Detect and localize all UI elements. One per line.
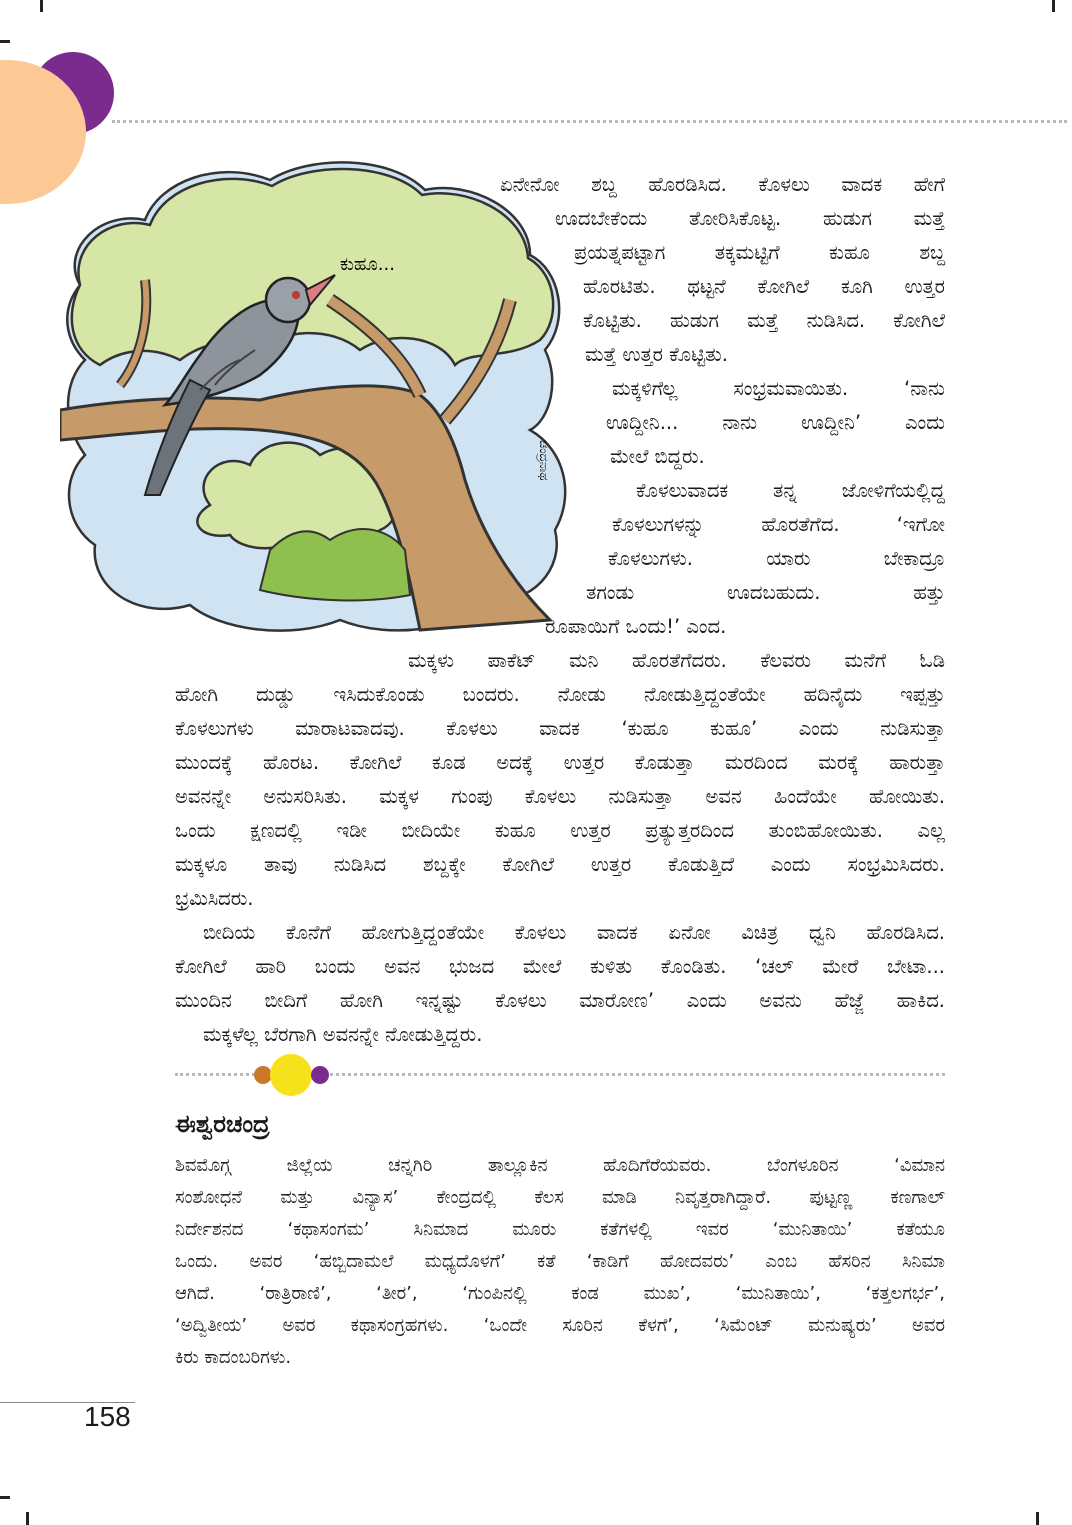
story-line: ಮಕ್ಕಳು ಪಾಕೆಟ್ ಮನಿ ಹೊರತೆಗೆದರು. ಕೆಲವರು ಮನೆಗೆ ಓಡಿ [408, 649, 945, 672]
illustrator-signature: ಚಂದ್ರನಾಥ [537, 440, 551, 481]
author-bio-line: ಶಿವಮೊಗ್ಗ ಜಿಲ್ಲೆಯ ಚನ್ನಗಿರಿ ತಾಲ್ಲೂಕಿನ ಹೊದಿಗೆರೆಯವರು. ಬೆಂಗಳೂರಿನ ‘ವಿಮಾನ [175, 1155, 945, 1176]
story-line: ಮಕ್ಕಳೆಲ್ಲ ಬೆರಗಾಗಿ ಅವನನ್ನೇ ನೋಡುತ್ತಿದ್ದರು. [203, 1023, 483, 1046]
story-wrap-line: ರೂಪಾಯಿಗೆ ಒಂದು!’ ಎಂದ. [545, 615, 727, 638]
story-wrap-line: ಊದ್ದೀನಿ... ನಾನು ಊದ್ದೀನಿ’ ಎಂದು [606, 411, 945, 434]
story-wrap-line: ಮತ್ತೆ ಉತ್ತರ ಕೊಟ್ಟಿತು. [585, 343, 728, 366]
story-wrap-line: ಮೇಲೆ ಬಿದ್ದರು. [610, 445, 705, 468]
author-bio-line: ಸಂಶೋಧನೆ ಮತ್ತು ವಿನ್ಯಾಸ’ ಕೇಂದ್ರದಲ್ಲಿ ಕೆಲಸ ಮಾಡಿ ನಿವೃತ್ತರಾಗಿದ್ದಾರೆ. ಪುಟ್ಟಣ್ಣ ಕಣಗಾಲ್ [175, 1187, 945, 1208]
story-wrap-line: ಕೊಟ್ಟಿತು. ಹುಡುಗ ಮತ್ತೆ ನುಡಿಸಿದ. ಕೋಗಿಲೆ [583, 309, 945, 332]
author-bio-line: ಕಿರು ಕಾದಂಬರಿಗಳು. [175, 1347, 292, 1368]
author-bio-line: ಆಗಿದೆ. ‘ರಾತ್ರಿರಾಣಿ’, ‘ತೀರ’, ‘ಗುಂಪಿನಲ್ಲಿ ಕಂಡ ಮುಖ’, ‘ಮುನಿತಾಯಿ’, ‘ಕತ್ತಲಗರ್ಭ’, [175, 1283, 945, 1304]
story-line: ಒಂದು ಕ್ಷಣದಲ್ಲಿ ಇಡೀ ಬೀದಿಯೇ ಕುಹೂ ಉತ್ತರ ಪ್ರತ್ಯುತ್ತರದಿಂದ ತುಂಬಿಹೋಯಿತು. ಎಲ್ಲ [175, 819, 945, 842]
crop-mark [0, 1496, 10, 1499]
story-wrap-line: ಪ್ರಯತ್ನಪಟ್ಟಾಗ ತಕ್ಕಮಟ್ಟಿಗೆ ಕುಹೂ ಶಬ್ದ [574, 241, 945, 264]
yellow-dot-decoration [270, 1054, 312, 1096]
purple-dot-decoration [311, 1066, 329, 1084]
page-number: 158 [84, 1401, 131, 1432]
header-dotted-rule [112, 120, 1067, 123]
crop-mark [0, 40, 10, 43]
crop-mark [1052, 0, 1055, 12]
story-wrap-line: ಮಕ್ಕಳಿಗೆಲ್ಲ ಸಂಭ್ರಮವಾಯಿತು. ‘ನಾನು [612, 377, 945, 400]
story-line: ಬೀದಿಯ ಕೊನೆಗೆ ಹೋಗುತ್ತಿದ್ದಂತೆಯೇ ಕೊಳಲು ವಾದಕ ಏನೋ ವಿಚಿತ್ರ ಧ್ವನಿ ಹೊರಡಿಸಿದ. [203, 921, 945, 944]
story-line: ಮುಂದಿನ ಬೀದಿಗೆ ಹೋಗಿ ಇನ್ನಷ್ಟು ಕೊಳಲು ಮಾರೋಣ’ ಎಂದು ಅವನು ಹೆಜ್ಜೆ ಹಾಕಿದ. [175, 989, 945, 1012]
story-line: ಕೊಳಲುಗಳು ಮಾರಾಟವಾದವು. ಕೊಳಲು ವಾದಕ ‘ಕುಹೂ ಕುಹೂ’ ಎಂದು ನುಡಿಸುತ್ತಾ [175, 717, 945, 740]
crop-mark [26, 1512, 29, 1525]
crop-mark [1036, 1512, 1039, 1525]
speech-text: ಕುಹೂ... [340, 254, 395, 275]
story-wrap-line: ಹೊರಟಿತು. ಥಟ್ಟನೆ ಕೋಗಿಲೆ ಕೂಗಿ ಉತ್ತರ [583, 275, 945, 298]
story-line: ಮುಂದಕ್ಕೆ ಹೊರಟ. ಕೋಗಿಲೆ ಕೂಡ ಅದಕ್ಕೆ ಉತ್ತರ ಕೊಡುತ್ತಾ ಮರದಿಂದ ಮರಕ್ಕೆ ಹಾರುತ್ತಾ [175, 751, 945, 774]
koel-on-tree-illustration [60, 150, 585, 640]
story-line: ಹೋಗಿ ದುಡ್ಡು ಇಸಿದುಕೊಂಡು ಬಂದರು. ನೋಡು ನೋಡುತ್ತಿದ್ದಂತೆಯೇ ಹದಿನೈದು ಇಪ್ಪತ್ತು [175, 683, 945, 706]
story-wrap-line: ಊದಬೇಕೆಂದು ತೋರಿಸಿಕೊಟ್ಟ. ಹುಡುಗ ಮತ್ತೆ [555, 207, 945, 230]
story-wrap-line: ಏನೇನೋ ಶಬ್ದ ಹೊರಡಿಸಿದ. ಕೊಳಲು ವಾದಕ ಹೇಗೆ [500, 173, 945, 196]
author-bio-line: ‘ಅದ್ವಿತೀಯ’ ಅವರ ಕಥಾಸಂಗ್ರಹಗಳು. ‘ಒಂದೇ ಸೂರಿನ ಕೆಳಗೆ’, ‘ಸಿಮೆಂಟ್ ಮನುಷ್ಯರು’ ಅವರ [175, 1315, 945, 1336]
story-wrap-line: ಕೊಳಲುಗಳು. ಯಾರು ಬೇಕಾದ್ರೂ [608, 547, 945, 570]
story-line: ಅವನನ್ನೇ ಅನುಸರಿಸಿತು. ಮಕ್ಕಳ ಗುಂಪು ಕೊಳಲು ನುಡಿಸುತ್ತಾ ಅವನ ಹಿಂದೆಯೇ ಹೋಯಿತು. [175, 785, 945, 808]
story-line: ಮಕ್ಕಳೂ ತಾವು ನುಡಿಸಿದ ಶಬ್ದಕ್ಕೇ ಕೋಗಿಲೆ ಉತ್ತರ ಕೊಡುತ್ತಿದೆ ಎಂದು ಸಂಭ್ರಮಿಸಿದರು. [175, 853, 945, 876]
story-wrap-line: ಕೊಳಲುವಾದಕ ತನ್ನ ಜೋಳಿಗೆಯಲ್ಲಿದ್ದ [636, 479, 945, 502]
author-bio-line: ಒಂದು. ಅವರ ‘ಹಬ್ಬಿದಾಮಲೆ ಮಧ್ಯದೊಳಗೆ’ ಕತೆ ‘ಕಾಡಿಗೆ ಹೋದವರು’ ಎಂಬ ಹೆಸರಿನ ಸಿನಿಮಾ [175, 1251, 945, 1272]
story-wrap-line: ಕೊಳಲುಗಳನ್ನು ಹೊರತೆಗೆದ. ‘ಇಗೋ [612, 513, 945, 536]
author-bio-line: ನಿರ್ದೇಶನದ ‘ಕಥಾಸಂಗಮ’ ಸಿನಿಮಾದ ಮೂರು ಕತೆಗಳಲ್ಲಿ ಇವರ ‘ಮುನಿತಾಯಿ’ ಕತೆಯೂ [175, 1219, 945, 1240]
story-line: ಕೋಗಿಲೆ ಹಾರಿ ಬಂದು ಅವನ ಭುಜದ ಮೇಲೆ ಕುಳಿತು ಕೊಂಡಿತು. ‘ಚಲ್ ಮೇರೆ ಬೇಟಾ... [175, 955, 945, 978]
crop-mark [40, 0, 43, 12]
story-wrap-line: ತಗಂಡು ಊದಬಹುದು. ಹತ್ತು [586, 581, 945, 604]
story-line: ಭ್ರಮಿಸಿದರು. [175, 887, 254, 910]
author-name: ಈಶ್ವರಚಂದ್ರ [175, 1110, 270, 1138]
